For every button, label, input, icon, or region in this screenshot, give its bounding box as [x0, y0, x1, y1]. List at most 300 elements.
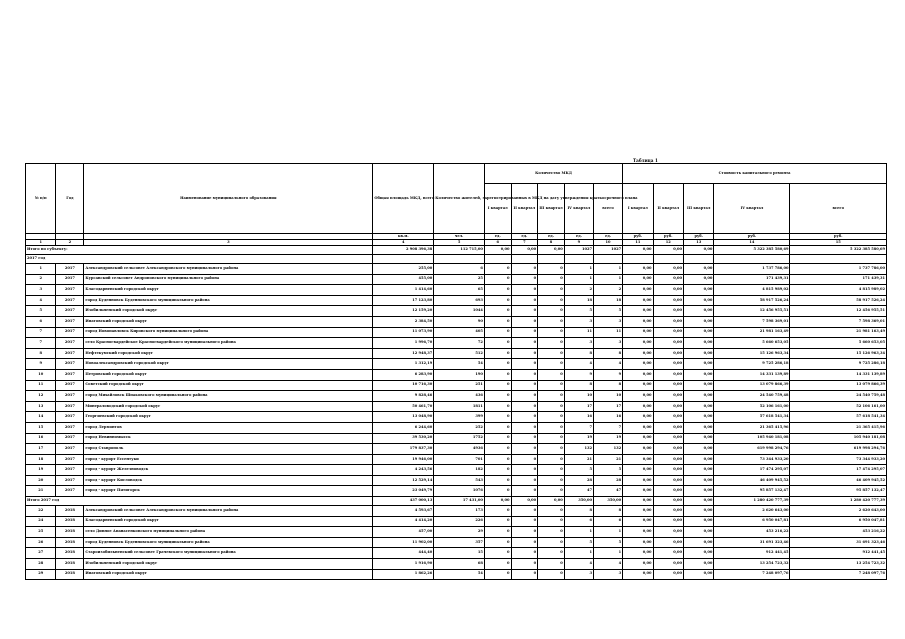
table-cell: 0: [538, 548, 565, 559]
table-cell: 0: [484, 537, 511, 548]
table-cell: 13 254 723,32: [790, 559, 887, 570]
table-row: [26, 569, 887, 580]
table-cell: 1811: [434, 401, 485, 412]
header-q4: IV квартал: [564, 184, 593, 234]
table-cell: 1 737 786,00: [790, 264, 887, 275]
table-cell: 31 691 323,46: [790, 537, 887, 548]
table-cell: 182: [434, 465, 485, 476]
table-cell: 20: [26, 475, 56, 486]
subject-total-c2: 0,00: [653, 246, 683, 255]
table-cell: 2017: [56, 327, 84, 338]
table-cell: 0,00: [623, 527, 653, 538]
table-cell: 453 216,22: [714, 527, 790, 538]
year-total-row: [26, 497, 887, 506]
table-row: [26, 548, 887, 559]
table-cell: 0: [484, 391, 511, 402]
table-cell: 512: [434, 348, 485, 359]
col-number: 13: [683, 240, 713, 246]
table-cell: 0,00: [683, 295, 713, 306]
table-cell: 0: [538, 274, 565, 285]
table-cell: 1: [593, 264, 622, 275]
unit-cell: ед.: [564, 234, 593, 240]
table-cell: 4 243,56: [373, 465, 434, 476]
table-cell: 0: [538, 486, 565, 497]
table-cell: 5: [564, 537, 593, 548]
year-total-cost: 1 280 420 777,39: [790, 497, 887, 506]
table-cell: 7 598 369,01: [790, 316, 887, 327]
table-cell: 68: [434, 559, 485, 570]
col-number: 11: [623, 240, 653, 246]
table-cell: 12 529,14: [373, 475, 434, 486]
table-cell: 0: [538, 327, 565, 338]
table-cell: 15: [26, 422, 56, 433]
col-number: 12: [653, 240, 683, 246]
table-cell: 0: [538, 559, 565, 570]
table-cell: 0: [511, 548, 538, 559]
col-number: 1: [26, 240, 56, 246]
table-cell: 0: [511, 465, 538, 476]
table-cell: 444,40: [373, 548, 434, 559]
table-cell: 13 079 866,39: [714, 380, 790, 391]
table-cell: 0,00: [623, 338, 653, 349]
table-cell: 1: [564, 527, 593, 538]
table-cell: 0,00: [623, 422, 653, 433]
year-total-count: 350,00: [593, 497, 622, 506]
unit-cell: руб.: [623, 234, 653, 240]
table-row: [26, 274, 887, 285]
table-cell: 0,00: [653, 559, 683, 570]
table-cell: 0: [511, 516, 538, 527]
table-cell: 8: [564, 380, 593, 391]
table-cell: 0: [538, 359, 565, 370]
table-cell: 65: [434, 285, 485, 296]
table-cell: 12: [26, 391, 56, 402]
table-row: [26, 475, 887, 486]
table-cell: 7 248 097,76: [790, 569, 887, 580]
header-area: Общая площадь МКД, всего: [373, 164, 434, 234]
table-row: [26, 422, 887, 433]
table-cell: 1044: [434, 306, 485, 317]
unit-cell: руб.: [683, 234, 713, 240]
table-row: [26, 433, 887, 444]
table-cell: 2 384,50: [373, 316, 434, 327]
table-cell: 1: [593, 527, 622, 538]
table-cell: 0: [484, 444, 511, 455]
year-heading-row: [26, 255, 887, 264]
table-cell: 455,00: [373, 274, 434, 285]
table-cell: 8: [26, 348, 56, 359]
subject-total-count: 1027: [593, 246, 622, 255]
table-cell: 2017: [56, 433, 84, 444]
table-cell: 0,00: [653, 327, 683, 338]
table-cell: 1: [593, 274, 622, 285]
table-cell: Минераловодский городской округ: [84, 401, 373, 412]
table-row: [26, 516, 887, 527]
table-cell: 21: [564, 454, 593, 465]
unit-cell: ед.: [484, 234, 511, 240]
table-cell: 1: [593, 548, 622, 559]
table-cell: 1: [564, 264, 593, 275]
table-cell: 0,00: [683, 401, 713, 412]
table-cell: 5 660 653,05: [790, 338, 887, 349]
unit-cell: ед.: [511, 234, 538, 240]
table-cell: 7: [26, 327, 56, 338]
table-row: [26, 338, 887, 349]
table-cell: 2017: [56, 380, 84, 391]
table-cell: 54: [434, 359, 485, 370]
table-cell: 73 344 933,20: [714, 454, 790, 465]
table-cell: 2 620 643,00: [714, 506, 790, 517]
table-cell: 11: [593, 327, 622, 338]
table-cell: 912 441,45: [790, 548, 887, 559]
table-cell: 12 159,20: [373, 306, 434, 317]
capital-repair-table: [25, 163, 887, 580]
header-year: Год: [56, 164, 84, 234]
table-cell: 0: [511, 506, 538, 517]
col-number: 10: [593, 240, 622, 246]
table-cell: 0: [484, 412, 511, 423]
table-cell: 0: [511, 412, 538, 423]
table-cell: 0,00: [653, 548, 683, 559]
table-cell: 0: [484, 369, 511, 380]
year-total-q3: 0,00: [538, 497, 565, 506]
table-cell: 4: [564, 359, 593, 370]
table-cell: 0: [484, 559, 511, 570]
table-cell: Петровский городской округ: [84, 369, 373, 380]
table-cell: 0,00: [653, 338, 683, 349]
table-cell: 2017: [56, 295, 84, 306]
table-cell: 0: [538, 422, 565, 433]
table-cell: 2017: [56, 274, 84, 285]
table-cell: 0: [511, 444, 538, 455]
table-cell: 0: [484, 454, 511, 465]
table-cell: 16: [564, 412, 593, 423]
table-cell: село Красногвардейское Красногвардейского муниципального района: [84, 338, 373, 349]
table-cell: 0: [484, 548, 511, 559]
subject-total-q3: 0,00: [538, 246, 565, 255]
table-cell: 6 283,90: [373, 369, 434, 380]
table-cell: 2018: [56, 559, 84, 570]
table-cell: 29: [434, 527, 485, 538]
unit-cell: чел.: [434, 234, 485, 240]
table-cell: 3: [564, 338, 593, 349]
table-cell: 17 474 295,07: [790, 465, 887, 476]
table-cell: 24 540 759,48: [790, 391, 887, 402]
table-cell: Советский городской округ: [84, 380, 373, 391]
table-cell: 0: [511, 316, 538, 327]
table-cell: Курсавский сельсовет Андроповского муниципального района: [84, 274, 373, 285]
table-cell: 95 857 132,47: [714, 486, 790, 497]
table-cell: 2017: [56, 348, 84, 359]
table-cell: 2017: [56, 454, 84, 465]
table-cell: 31 691 323,46: [714, 537, 790, 548]
table-cell: 24: [26, 516, 56, 527]
table-cell: 0: [484, 295, 511, 306]
table-cell: 1076: [434, 486, 485, 497]
table-cell: 57 618 541,34: [790, 412, 887, 423]
table-cell: 9 828,46: [373, 391, 434, 402]
table-cell: 0,00: [623, 465, 653, 476]
table-row: [26, 401, 887, 412]
table-cell: 5: [564, 465, 593, 476]
table-cell: 2018: [56, 537, 84, 548]
table-cell: 0: [511, 380, 538, 391]
table-row: [26, 465, 887, 476]
table-cell: 90: [434, 316, 485, 327]
table-cell: 8: [593, 506, 622, 517]
table-cell: 0,00: [623, 486, 653, 497]
table-cell: 0: [538, 465, 565, 476]
table-cell: 6: [593, 516, 622, 527]
table-cell: 0: [484, 401, 511, 412]
table-cell: 0: [511, 454, 538, 465]
table-cell: 255,00: [373, 264, 434, 275]
table-row: [26, 454, 887, 465]
table-cell: 1 996,70: [373, 338, 434, 349]
table-cell: 619 998 294,76: [714, 444, 790, 455]
header-q2: II квартал: [511, 184, 538, 234]
table-cell: 0,00: [683, 527, 713, 538]
table-cell: 2018: [56, 506, 84, 517]
table-row: [26, 444, 887, 455]
subject-total-share: 112 715,00: [434, 246, 485, 255]
table-cell: 0,00: [653, 516, 683, 527]
table-cell: 0,00: [683, 465, 713, 476]
table-cell: город Невинномысск: [84, 433, 373, 444]
table-cell: 6: [564, 516, 593, 527]
table-cell: 7: [26, 338, 56, 349]
table-cell: 0,00: [623, 454, 653, 465]
table-cell: 1: [26, 264, 56, 275]
table-cell: 14: [26, 412, 56, 423]
table-cell: 0: [511, 486, 538, 497]
header-cost-total: всего: [790, 184, 887, 234]
table-cell: 3: [26, 285, 56, 296]
table-cell: 0,00: [653, 475, 683, 486]
table-cell: 50 461,70: [373, 401, 434, 412]
table-cell: 0,00: [683, 422, 713, 433]
table-cell: 11 902,00: [373, 537, 434, 548]
table-cell: 0: [511, 327, 538, 338]
header-mkd-group: Количество МКД: [484, 164, 622, 184]
table-cell: 6 950 047,81: [790, 516, 887, 527]
table-cell: 7: [564, 422, 593, 433]
table-cell: 14 331 139,89: [790, 369, 887, 380]
table-cell: 0,00: [653, 348, 683, 359]
table-cell: 0: [538, 348, 565, 359]
table-cell: 17: [26, 444, 56, 455]
table-cell: 7 598 369,01: [714, 316, 790, 327]
table-cell: 3: [593, 569, 622, 580]
subject-total-area: 2 908 396,38: [373, 246, 434, 255]
col-number: 7: [511, 240, 538, 246]
table-cell: Ипатовский городской округ: [84, 569, 373, 580]
table-cell: 17: [564, 401, 593, 412]
table-cell: 5 660 653,05: [714, 338, 790, 349]
table-cell: 12 456 955,51: [790, 306, 887, 317]
table-row: [26, 295, 887, 306]
table-cell: 2018: [56, 569, 84, 580]
table-cell: 0,00: [653, 316, 683, 327]
table-cell: 6: [434, 264, 485, 275]
table-cell: 23 049,79: [373, 486, 434, 497]
table-row: [26, 348, 887, 359]
table-cell: 0,00: [653, 422, 683, 433]
table-cell: 132: [593, 444, 622, 455]
table-cell: 252: [434, 422, 485, 433]
table-cell: 11: [564, 327, 593, 338]
subject-total-q1: 0,00: [484, 246, 511, 255]
table-cell: 0: [538, 444, 565, 455]
header-cost-q1: I квартал: [623, 184, 653, 234]
table-cell: город Михайловск Шпаковского муниципального района: [84, 391, 373, 402]
table-cell: 58 917 526,24: [790, 295, 887, 306]
table-cell: 0,00: [623, 444, 653, 455]
table-cell: 179 837,30: [373, 444, 434, 455]
table-label: Таблица 1: [633, 158, 658, 163]
year-total-share: 17 431,00: [434, 497, 485, 506]
table-cell: 52 106 161,00: [714, 401, 790, 412]
table-cell: 0,00: [623, 327, 653, 338]
table-cell: 1: [564, 548, 593, 559]
table-cell: Георгиевский городской округ: [84, 412, 373, 423]
table-cell: 0,00: [623, 569, 653, 580]
table-cell: 0,00: [623, 295, 653, 306]
header-municipality: Наименование муниципального образования: [84, 164, 373, 234]
table-cell: 0: [538, 527, 565, 538]
table-cell: 15: [434, 548, 485, 559]
table-cell: 0,00: [623, 348, 653, 359]
table-cell: 8: [593, 348, 622, 359]
table-cell: 2018: [56, 527, 84, 538]
table-cell: 5: [593, 537, 622, 548]
table-cell: 58 917 526,24: [714, 295, 790, 306]
table-cell: 0,00: [683, 537, 713, 548]
table-cell: 2: [26, 274, 56, 285]
table-cell: 0,00: [623, 559, 653, 570]
table-cell: 0,00: [623, 548, 653, 559]
table-cell: 3: [593, 316, 622, 327]
table-row: [26, 391, 887, 402]
table-cell: город Новопавловск Кировского муниципального района: [84, 327, 373, 338]
table-cell: 0,00: [623, 516, 653, 527]
table-cell: 0,00: [683, 380, 713, 391]
table-cell: 2017: [56, 369, 84, 380]
year-total-c1: 0,00: [623, 497, 653, 506]
table-cell: 0: [484, 285, 511, 296]
table-cell: 226: [434, 516, 485, 527]
table-cell: 0,00: [653, 359, 683, 370]
table-cell: 0: [538, 295, 565, 306]
table-cell: 26: [26, 537, 56, 548]
table-cell: 9: [26, 359, 56, 370]
table-cell: 0,00: [653, 537, 683, 548]
table-cell: 0,00: [683, 359, 713, 370]
table-cell: 14 331 139,89: [714, 369, 790, 380]
header-share: Количество жителей, зарегистрированных в МКД на дату утверждения краткосрочного плана: [434, 164, 485, 234]
unit-cell: руб.: [714, 234, 790, 240]
table-cell: город Буденновск Буденновского муниципального района: [84, 295, 373, 306]
table-cell: 0,00: [653, 569, 683, 580]
table-cell: 0,00: [683, 506, 713, 517]
year-total-q4: 350,00: [564, 497, 593, 506]
table-cell: 2017: [56, 486, 84, 497]
table-cell: 8: [593, 380, 622, 391]
subject-total-c4: 5 322 385 580,69: [714, 246, 790, 255]
table-cell: 21: [26, 486, 56, 497]
table-row: [26, 369, 887, 380]
table-cell: 10: [564, 391, 593, 402]
table-cell: 2017: [56, 285, 84, 296]
table-cell: 17 123,80: [373, 295, 434, 306]
table-cell: 0: [538, 316, 565, 327]
table-cell: 4: [593, 359, 622, 370]
table-cell: 0: [484, 380, 511, 391]
table-cell: 0,00: [683, 454, 713, 465]
unit-cell: руб.: [790, 234, 887, 240]
table-cell: 0,00: [653, 264, 683, 275]
table-cell: 0: [484, 422, 511, 433]
subject-total-label: Итого по субъекту:: [26, 246, 373, 255]
table-cell: 405: [434, 327, 485, 338]
table-row: [26, 327, 887, 338]
table-cell: 2017: [56, 338, 84, 349]
table-cell: 0,00: [623, 369, 653, 380]
table-cell: 0,00: [623, 391, 653, 402]
table-cell: 4: [26, 295, 56, 306]
header-cost-group: Стоимость капитального ремонта: [623, 164, 887, 184]
table-cell: 0,00: [683, 264, 713, 275]
table-cell: 0: [511, 285, 538, 296]
table-cell: 13 079 866,39: [790, 380, 887, 391]
table-row: [26, 380, 887, 391]
table-cell: 0: [511, 527, 538, 538]
table-cell: 1 862,26: [373, 569, 434, 580]
table-cell: 190: [434, 369, 485, 380]
table-cell: 73 344 933,20: [790, 454, 887, 465]
header-cost-q4: IV квартал: [714, 184, 790, 234]
table-cell: 0,00: [683, 338, 713, 349]
table-cell: 9 725 286,18: [714, 359, 790, 370]
table-cell: 0,00: [683, 548, 713, 559]
table-cell: 8: [564, 348, 593, 359]
table-cell: 1 916,90: [373, 559, 434, 570]
table-cell: Благодарненский городской округ: [84, 516, 373, 527]
table-cell: 0: [484, 264, 511, 275]
table-cell: 8: [564, 506, 593, 517]
table-cell: 0: [538, 338, 565, 349]
table-row: [26, 306, 887, 317]
table-cell: 57 618 541,34: [714, 412, 790, 423]
table-cell: 2017: [56, 401, 84, 412]
table-cell: 4 593,67: [373, 506, 434, 517]
table-cell: 0: [511, 422, 538, 433]
table-cell: Новоалександровский городской округ: [84, 359, 373, 370]
table-cell: Изобильненский городской округ: [84, 559, 373, 570]
year-heading: 2017 год: [26, 255, 373, 264]
table-cell: 3: [593, 338, 622, 349]
table-cell: 7 248 097,76: [714, 569, 790, 580]
table-cell: 0,00: [653, 444, 683, 455]
table-cell: 27: [26, 548, 56, 559]
table-cell: 912 441,45: [714, 548, 790, 559]
unit-cell: кв.м.: [373, 234, 434, 240]
subject-total-row: [26, 246, 887, 255]
table-cell: 0,00: [623, 401, 653, 412]
table-cell: 17: [593, 401, 622, 412]
col-number: 3: [84, 240, 373, 246]
unit-cell: ед.: [593, 234, 622, 240]
